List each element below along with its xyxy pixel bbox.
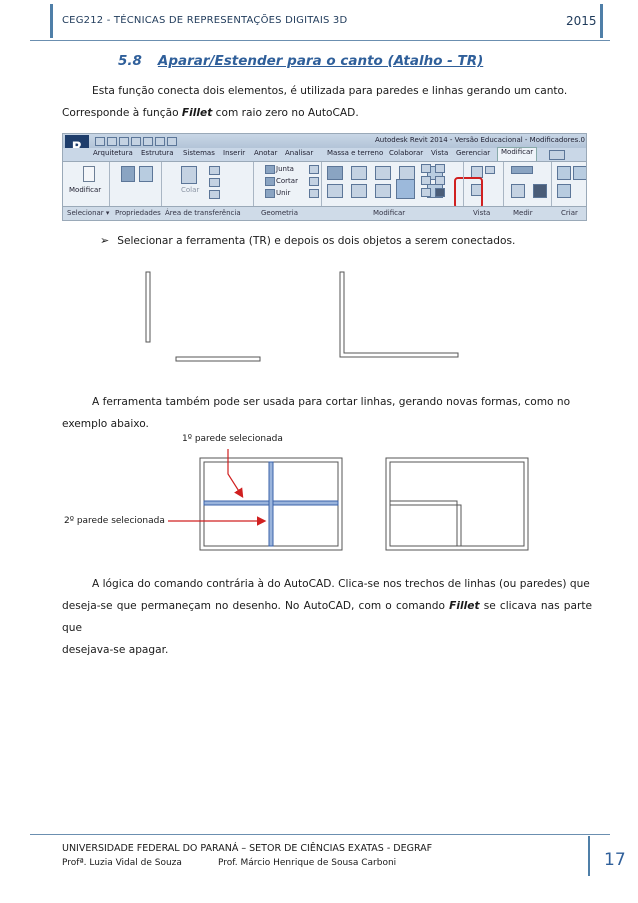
horizontal-wall-before: [176, 357, 260, 361]
properties-icon[interactable]: [139, 166, 153, 182]
paragraph-cut-lines-line2: exemplo abaixo.: [62, 418, 149, 430]
paragraph-intro-line2-pre: Corresponde à função: [62, 107, 182, 119]
measure-qa-icon[interactable]: [155, 137, 165, 146]
page-number: 17: [604, 850, 626, 870]
paste-icon[interactable]: [181, 166, 197, 184]
open-icon[interactable]: [95, 137, 105, 146]
paragraph-logic-line1: [62, 573, 592, 595]
section-title: [118, 53, 483, 69]
section-title-text: Aparar/Estender para o canto (Atalho - TR): [157, 53, 484, 69]
paragraph-intro-line2-post: com raio zero no AutoCAD.: [212, 107, 359, 119]
panel-geometria: Geometria: [261, 209, 298, 217]
paste-button[interactable]: Colar: [181, 186, 200, 194]
first-wall-arrow: [228, 449, 242, 496]
trim-multiple-icon[interactable]: [435, 176, 445, 185]
ribbon-panel-labels: [63, 206, 586, 220]
ribbon-window-title: Autodesk Revit 2014 - Versão Educacional - Modificadores.0: [375, 136, 586, 144]
save-icon[interactable]: [107, 137, 117, 146]
header-rule: [30, 40, 610, 41]
ribbon-title-bar: [63, 134, 586, 148]
paragraph-logic-line2: [62, 595, 592, 639]
panel-selecionar[interactable]: Selecionar ▾: [67, 209, 110, 217]
footer-professor-1: Profª. Luzia Vidal de Souza: [62, 858, 182, 868]
undo-icon[interactable]: [119, 137, 129, 146]
redo-icon[interactable]: [131, 137, 141, 146]
split-gap-icon[interactable]: [435, 164, 445, 173]
callout-first-wall: 1º parede selecionada: [182, 434, 283, 444]
header-course-title: TÉCNICAS DE REPRESENTAÇÕES DIGITAIS 3D: [113, 15, 348, 26]
callout-second-wall: 2º parede selecionada: [64, 516, 165, 526]
paragraph-cut-lines-line1: [62, 391, 592, 413]
join-button[interactable]: Junta: [276, 165, 294, 173]
print-icon[interactable]: [143, 137, 153, 146]
footer-rule: [30, 834, 610, 835]
move-icon[interactable]: [327, 184, 343, 198]
trim-single-icon[interactable]: [421, 176, 431, 185]
vertical-wall-before: [146, 272, 150, 342]
revit-ribbon-screenshot: [62, 133, 587, 221]
create-group-icon[interactable]: [557, 184, 571, 198]
tag-qa-icon[interactable]: [167, 137, 177, 146]
panel-medir: Medir: [513, 209, 533, 217]
split-element-icon[interactable]: [421, 164, 431, 173]
paragraph-logic-line3: desejava-se apagar.: [62, 644, 169, 656]
cursor-icon[interactable]: [83, 166, 95, 182]
tab-inserir[interactable]: Inserir: [223, 149, 246, 157]
match-icon[interactable]: [209, 190, 220, 199]
header-year: 2015: [566, 14, 597, 28]
bullet-arrow-icon: ➢: [100, 234, 110, 247]
split-face-icon[interactable]: [309, 189, 319, 198]
unite-button[interactable]: Unir: [276, 189, 291, 197]
paragraph-cut-lines: [62, 391, 592, 435]
grid-before: [168, 449, 342, 550]
paragraph-cut-lines-line1-text: A ferramenta também pode ser usada para cortar linhas, gerando novas formas, como no: [92, 396, 571, 408]
fillet-term: Fillet: [181, 107, 213, 119]
rotate-icon[interactable]: [375, 184, 391, 198]
offset-icon[interactable]: [351, 166, 367, 180]
unite-icon[interactable]: [265, 189, 275, 198]
join-icon[interactable]: [265, 165, 275, 174]
cut-clip-icon[interactable]: [209, 166, 220, 175]
unpin-icon[interactable]: [421, 188, 431, 197]
instruction-bullet: [100, 234, 515, 247]
paragraph-logic-line2-post: se clicava nas parte que: [62, 600, 592, 634]
delete-icon[interactable]: [435, 188, 445, 197]
dimension-icon[interactable]: [511, 184, 525, 198]
tab-analisar[interactable]: Analisar: [285, 149, 314, 157]
tab-modificar[interactable]: Modificar: [497, 147, 537, 161]
panel-area-transferencia: Área de transferência: [165, 209, 241, 217]
panel-vista: Vista: [473, 209, 491, 217]
copy-clip-icon[interactable]: [209, 178, 220, 187]
tab-arquitetura[interactable]: Arquitetura: [93, 149, 133, 157]
paint-icon[interactable]: [309, 177, 319, 186]
footer-university: UNIVERSIDADE FEDERAL DO PARANÁ – SETOR DE CIÊNCIAS EXATAS - DEGRAF: [62, 843, 433, 854]
trim-extend-corner-icon[interactable]: [396, 179, 415, 199]
cut-geometry-icon[interactable]: [265, 177, 275, 186]
tab-colaborar[interactable]: Colaborar: [389, 149, 424, 157]
header-accent-right: [600, 4, 603, 38]
cut-lines-figure: [160, 446, 540, 558]
panel-modificar: Modificar: [373, 209, 406, 217]
hide-icon[interactable]: [485, 166, 495, 174]
paragraph-intro-line1-text: Esta função conecta dois elementos, é utilizada para paredes e linhas gerando um canto.: [92, 85, 568, 97]
header-course-prefix: CEG212 -: [62, 15, 114, 26]
paragraph-logic: [62, 573, 592, 661]
corner-join-figure: [140, 262, 470, 372]
cut-button[interactable]: Cortar: [276, 177, 298, 185]
create-assembly-icon[interactable]: [557, 166, 571, 180]
trimmed-corner-wall: [390, 501, 461, 546]
mirror-draw-icon[interactable]: [399, 166, 415, 180]
aligned-dimension-icon[interactable]: [533, 184, 547, 198]
instruction-bullet-text: Selecionar a ferramenta (TR) e depois os dois objetos a serem conectados.: [117, 235, 516, 247]
header-course: [62, 15, 347, 26]
panel-criar: Criar: [561, 209, 578, 217]
tab-sistemas[interactable]: Sistemas: [183, 149, 215, 157]
paragraph-intro-line2: [62, 102, 592, 124]
align-icon[interactable]: [327, 166, 343, 180]
paragraph-logic-line1-text: A lógica do comando contrária à do AutoCAD. Clica-se nos trechos de linhas (ou paredes) que: [92, 578, 590, 590]
tab-massa-e-terreno[interactable]: Massa e terreno: [327, 149, 384, 157]
walls-after: [340, 272, 458, 357]
fillet-term: Fillet: [449, 600, 480, 612]
tab-vista[interactable]: Vista: [431, 149, 449, 157]
joined-corner-wall: [340, 272, 458, 357]
ribbon-tabs: [63, 148, 586, 162]
create-parts-icon[interactable]: [573, 166, 587, 180]
header-accent-left: [50, 4, 53, 38]
wall-join-icon[interactable]: [309, 165, 319, 174]
modify-button[interactable]: Modificar: [69, 186, 102, 194]
selected-vertical-wall: [269, 462, 273, 546]
trim-extend-highlight: [454, 177, 483, 209]
footer-accent-bar: [588, 836, 590, 876]
paragraph-intro: [62, 80, 592, 124]
tab-gerenciar[interactable]: Gerenciar: [456, 149, 491, 157]
type-properties-icon[interactable]: [121, 166, 135, 182]
paragraph-logic-line2-pre: deseja-se que permaneçam no desenho. No AutoCAD, com o comando: [62, 600, 450, 612]
tab-estrutura[interactable]: Estrutura: [141, 149, 174, 157]
ribbon-body: [63, 162, 586, 206]
paragraph-intro-line1: [62, 80, 592, 102]
measure-icon[interactable]: [511, 166, 533, 174]
footer-professor-2: Prof. Márcio Henrique de Sousa Carboni: [218, 858, 397, 868]
tab-anotar[interactable]: Anotar: [254, 149, 278, 157]
ribbon-toggle-icon[interactable]: [549, 150, 565, 160]
walls-before: [146, 272, 260, 361]
mirror-axis-icon[interactable]: [375, 166, 391, 180]
grid-after: [386, 458, 528, 550]
copy-icon[interactable]: [351, 184, 367, 198]
section-number: 5.8: [118, 53, 142, 69]
panel-propriedades: Propriedades: [115, 209, 161, 217]
